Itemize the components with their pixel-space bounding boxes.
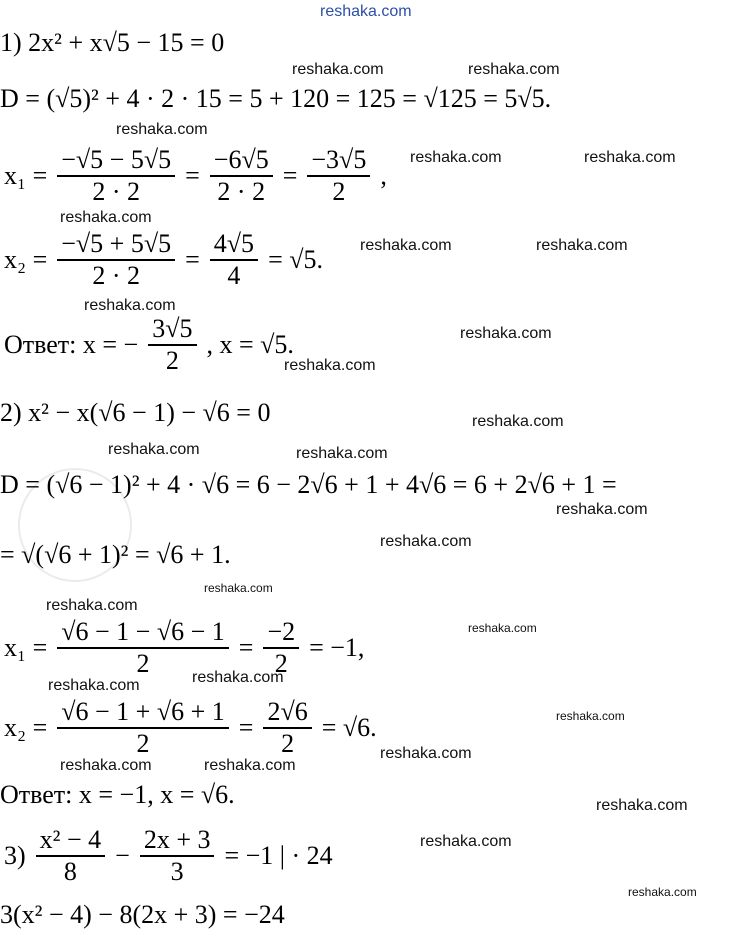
math-text: = bbox=[238, 632, 254, 662]
watermark-text: reshaka.com bbox=[420, 833, 512, 850]
math-line-l08 bbox=[0, 541, 231, 570]
math-text: = √(√6 + 1)² = √6 + 1. bbox=[0, 540, 231, 569]
fraction-numerator: −3√5 bbox=[311, 145, 367, 174]
fraction-numerator: 2x + 3 bbox=[143, 825, 211, 854]
math-line-l04 bbox=[0, 229, 327, 291]
math-text: 3) bbox=[4, 840, 26, 870]
fraction-numerator: 4√5 bbox=[213, 229, 255, 258]
watermark-text: reshaka.com bbox=[596, 797, 688, 814]
watermark-text: reshaka.com bbox=[108, 441, 200, 458]
math-text: 3(x² − 4) − 8(2x + 3) = −24 bbox=[0, 900, 285, 929]
math-text: , x = √5. bbox=[206, 329, 294, 359]
math-text: x₂ = bbox=[4, 244, 48, 274]
watermark-text: reshaka.com bbox=[292, 61, 384, 78]
fraction bbox=[57, 229, 175, 291]
math-text: 1) 2x² + x√5 − 15 = 0 bbox=[0, 28, 225, 57]
fraction-numerator: x² − 4 bbox=[39, 825, 102, 854]
math-text: = bbox=[282, 160, 298, 190]
fraction-denominator: 2 bbox=[165, 345, 179, 375]
math-line-l06 bbox=[0, 399, 270, 428]
watermark-text: reshaka.com bbox=[556, 709, 625, 723]
math-text: = √5. bbox=[268, 244, 323, 274]
watermark-text: reshaka.com bbox=[60, 757, 152, 774]
math-text: x₂ = bbox=[4, 712, 48, 742]
watermark-text: reshaka.com bbox=[460, 325, 552, 342]
watermark-text: reshaka.com bbox=[204, 581, 273, 595]
math-text: = bbox=[238, 712, 254, 742]
watermark-text: reshaka.com bbox=[48, 677, 140, 694]
math-text: = −1, bbox=[309, 632, 365, 662]
watermark-text: reshaka.com bbox=[60, 209, 152, 226]
fraction-denominator: 2 · 2 bbox=[217, 176, 266, 206]
fraction-numerator: 2√6 bbox=[267, 697, 308, 726]
watermark-text: reshaka.com bbox=[628, 885, 697, 899]
fraction-numerator: √6 − 1 + √6 + 1 bbox=[61, 697, 225, 726]
fraction bbox=[57, 145, 175, 207]
watermark-text: reshaka.com bbox=[472, 413, 564, 430]
watermark-text: reshaka.com bbox=[468, 621, 537, 635]
watermark-text: reshaka.com bbox=[556, 501, 648, 518]
math-text: = √6. bbox=[321, 712, 377, 742]
fraction bbox=[148, 314, 196, 376]
math-text: = bbox=[185, 244, 200, 274]
fraction-denominator: 3 bbox=[170, 856, 184, 886]
math-text: = bbox=[185, 160, 200, 190]
watermark-text: reshaka.com bbox=[320, 3, 412, 20]
math-text: Ответ: x = − bbox=[4, 329, 139, 359]
math-line-l12 bbox=[0, 825, 337, 887]
math-text: 2) x² − x(√6 − 1) − √6 = 0 bbox=[0, 398, 271, 427]
fraction bbox=[263, 697, 311, 759]
watermark-text: reshaka.com bbox=[468, 61, 560, 78]
watermark-text: reshaka.com bbox=[204, 757, 296, 774]
fraction-numerator: −2 bbox=[267, 617, 296, 646]
watermark-text: reshaka.com bbox=[296, 445, 388, 462]
math-line-l13 bbox=[0, 901, 285, 930]
watermark-text: reshaka.com bbox=[284, 357, 376, 374]
math-line-l07 bbox=[0, 471, 617, 500]
fraction-numerator: −√5 + 5√5 bbox=[61, 229, 172, 258]
math-line-l01 bbox=[0, 29, 224, 58]
watermark-text: reshaka.com bbox=[584, 149, 676, 166]
math-text: x₁ = bbox=[4, 632, 48, 662]
watermark-text: reshaka.com bbox=[46, 597, 138, 614]
fraction-denominator: 2 bbox=[274, 648, 288, 678]
fraction bbox=[210, 229, 258, 291]
math-text: = −1 | · 24 bbox=[224, 840, 333, 870]
fraction bbox=[57, 697, 229, 759]
fraction-denominator: 8 bbox=[63, 856, 77, 886]
watermark-text: reshaka.com bbox=[84, 297, 176, 314]
math-text: D = (√5)² + 4 · 2 · 15 = 5 + 120 = 125 = √125 = 5√5. bbox=[0, 84, 552, 113]
math-text: D = (√6 − 1)² + 4 · √6 = 6 − 2√6 + 1 + 4√6 = 6 + 2√6 + 1 = bbox=[0, 470, 617, 499]
watermark-text: reshaka.com bbox=[380, 533, 472, 550]
math-line-l09 bbox=[0, 617, 368, 679]
math-text: Ответ: x = −1, x = √6. bbox=[0, 780, 235, 809]
fraction-denominator: 2 · 2 bbox=[92, 260, 140, 290]
math-line-l05 bbox=[0, 314, 298, 376]
fraction-numerator: √6 − 1 − √6 − 1 bbox=[61, 617, 225, 646]
fraction bbox=[36, 825, 105, 887]
fraction-numerator: −√5 − 5√5 bbox=[61, 145, 172, 174]
watermark-text: reshaka.com bbox=[192, 669, 284, 686]
fraction-denominator: 2 · 2 bbox=[92, 176, 140, 206]
fraction-numerator: 3√5 bbox=[152, 314, 193, 343]
math-line-l11 bbox=[0, 781, 235, 810]
fraction-denominator: 2 bbox=[332, 176, 346, 206]
fraction bbox=[210, 145, 273, 207]
math-line-l10 bbox=[0, 697, 381, 759]
watermark-text: reshaka.com bbox=[410, 149, 502, 166]
fraction-numerator: −6√5 bbox=[213, 145, 269, 174]
math-line-l03 bbox=[0, 145, 391, 207]
watermark-text: reshaka.com bbox=[536, 237, 628, 254]
fraction-denominator: 2 bbox=[136, 728, 150, 758]
math-text: x₁ = bbox=[4, 160, 48, 190]
fraction bbox=[140, 825, 215, 887]
fraction-denominator: 4 bbox=[227, 260, 241, 290]
math-text: − bbox=[115, 840, 130, 870]
watermark-text: reshaka.com bbox=[116, 121, 208, 138]
fraction bbox=[307, 145, 370, 207]
math-text: , bbox=[380, 160, 387, 190]
math-line-l02 bbox=[0, 85, 551, 114]
fraction-denominator: 2 bbox=[281, 728, 295, 758]
watermark-text: reshaka.com bbox=[360, 237, 452, 254]
watermark-text: reshaka.com bbox=[380, 745, 472, 762]
fraction-denominator: 2 bbox=[136, 648, 150, 678]
